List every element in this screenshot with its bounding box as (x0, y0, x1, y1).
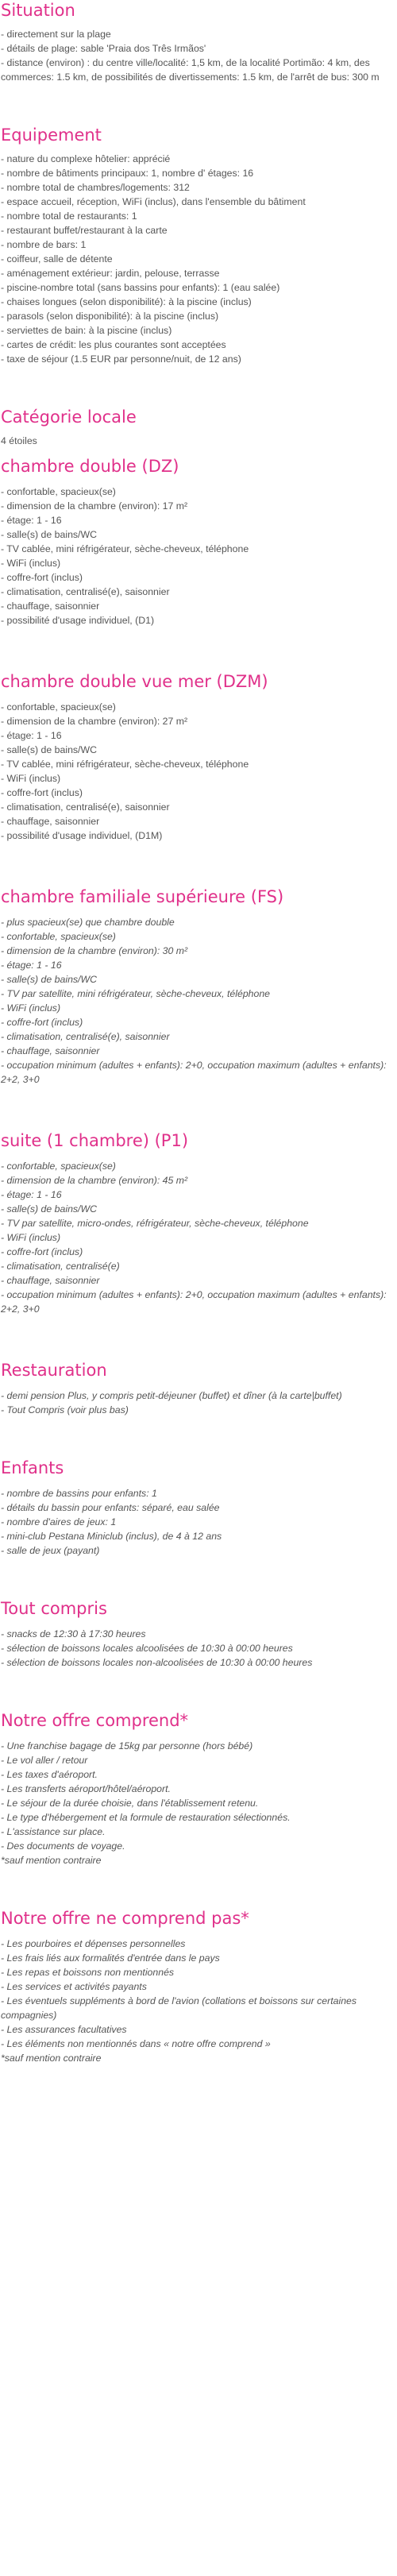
list-item: - Les éléments non mentionnés dans « notre offre comprend » (1, 2037, 395, 2051)
list-item: - taxe de séjour (1.5 EUR par personne/nuit, de 12 ans) (1, 352, 395, 366)
section-toutcompris (1, 1598, 395, 1670)
list-item: - nombre total de chambres/logements: 312 (1, 180, 395, 195)
list-item: - possibilité d'usage individuel, (D1) (1, 613, 395, 628)
list-item: - occupation minimum (adultes + enfants): 2+0, occupation maximum (adultes + enfants): 2+2, 3+0 (1, 1058, 395, 1087)
list-item: - dimension de la chambre (environ): 27 m² (1, 714, 395, 728)
list-item: - sélection de boissons locales alcoolisées de 10:30 à 00:00 heures (1, 1641, 395, 1655)
section-title: Catégorie locale (1, 407, 137, 427)
section-fs (1, 886, 395, 1087)
feature-list (1, 1159, 395, 1316)
section-equipement (1, 125, 395, 366)
section-title: chambre familiale supérieure (FS) (1, 887, 284, 906)
list-item: - nombre total de restaurants: 1 (1, 209, 395, 223)
list-item: - espace accueil, réception, WiFi (inclus), dans l'ensemble du bâtiment (1, 195, 395, 209)
list-item: - étage: 1 - 16 (1, 958, 395, 972)
feature-list (1, 1739, 395, 1853)
list-item: - nombre d'aires de jeux: 1 (1, 1515, 395, 1529)
section-title: suite (1 chambre) (P1) (1, 1131, 189, 1150)
list-item: - WiFi (inclus) (1, 1001, 395, 1015)
feature-list (1, 27, 395, 84)
feature-list (1, 700, 395, 843)
list-item: - chauffage, saisonnier (1, 814, 395, 828)
list-item: - Le type d'hébergement et la formule de restauration sélectionnés. (1, 1810, 395, 1825)
list-item: - salle(s) de bains/WC (1, 743, 395, 757)
feature-list (1, 1388, 395, 1417)
list-item: - mini-club Pestana Miniclub (inclus), de 4 à 12 ans (1, 1529, 395, 1543)
list-item: - nombre de bars: 1 (1, 238, 395, 252)
list-item: - salle(s) de bains/WC (1, 972, 395, 987)
list-item: - demi pension Plus, y compris petit-déjeuner (buffet) et dîner (à la carte|buffet) (1, 1388, 395, 1403)
list-item: - directement sur la plage (1, 27, 395, 41)
list-item: - salle(s) de bains/WC (1, 527, 395, 542)
section-title: Situation (1, 1, 75, 20)
list-item: - détails du bassin pour enfants: séparé, eau salée (1, 1500, 395, 1515)
footnote: *sauf mention contraire (1, 1855, 102, 1866)
list-item: - Une franchise bagage de 15kg par personne (hors bébé) (1, 1739, 395, 1753)
list-item: - étage: 1 - 16 (1, 728, 395, 743)
list-item: - Les taxes d'aéroport. (1, 1767, 395, 1782)
list-item: - salle de jeux (payant) (1, 1543, 395, 1558)
section-title: Tout compris (1, 1599, 107, 1618)
list-item: - confortable, spacieux(se) (1, 700, 395, 714)
list-item: - chaises longues (selon disponibilité): à la piscine (inclus) (1, 295, 395, 309)
list-item: - climatisation, centralisé(e), saisonnier (1, 585, 395, 599)
section-title: Restauration (1, 1361, 107, 1380)
list-item: - confortable, spacieux(se) (1, 1159, 395, 1173)
list-item: - parasols (selon disponibilité): à la piscine (inclus) (1, 309, 395, 323)
list-item: - confortable, spacieux(se) (1, 929, 395, 944)
list-item: - étage: 1 - 16 (1, 513, 395, 527)
feature-list (1, 1627, 395, 1670)
list-item: - cartes de crédit: les plus courantes sont acceptées (1, 338, 395, 352)
list-item: - chauffage, saisonnier (1, 1044, 395, 1058)
section-title: Notre offre ne comprend pas* (1, 1909, 249, 1928)
list-item: - nature du complexe hôtelier: apprécié (1, 152, 395, 166)
section-text: 4 étoiles (1, 435, 37, 446)
list-item: - climatisation, centralisé(e), saisonnier (1, 1029, 395, 1044)
section-title: Enfants (1, 1458, 64, 1477)
section-dzm (1, 671, 395, 843)
list-item: - Les éventuels suppléments à bord de l'avion (collations et boissons sur certaines compagnies) (1, 1994, 395, 2022)
section-situation (1, 0, 395, 84)
feature-list (1, 915, 395, 1087)
list-item: - Les assurances facultatives (1, 2022, 395, 2037)
section-title: chambre double (DZ) (1, 457, 179, 476)
list-item: - Les services et activités payants (1, 1979, 395, 1994)
list-item: - TV par satellite, mini réfrigérateur, sèche-cheveux, téléphone (1, 987, 395, 1001)
list-item: - climatisation, centralisé(e), saisonnier (1, 800, 395, 814)
list-item: - Le vol aller / retour (1, 1753, 395, 1767)
list-item: - serviettes de bain: à la piscine (inclus) (1, 323, 395, 338)
list-item: - Les repas et boissons non mentionnés (1, 1965, 395, 1979)
list-item: - occupation minimum (adultes + enfants): 2+0, occupation maximum (adultes + enfants): 2+2, 3+0 (1, 1288, 395, 1316)
list-item: - salle(s) de bains/WC (1, 1202, 395, 1216)
list-item: - Des documents de voyage. (1, 1839, 395, 1853)
section-title: Equipement (1, 126, 102, 145)
list-item: - plus spacieux(se) que chambre double (1, 915, 395, 929)
list-item: - Les pourboires et dépenses personnelles (1, 1937, 395, 1951)
list-item: - piscine-nombre total (sans bassins pour enfants): 1 (eau salée) (1, 280, 395, 295)
feature-list (1, 485, 395, 628)
feature-list (1, 1937, 395, 2051)
list-item: - chauffage, saisonnier (1, 1273, 395, 1288)
list-item: - nombre de bassins pour enfants: 1 (1, 1486, 395, 1500)
list-item: - Le séjour de la durée choisie, dans l'établissement retenu. (1, 1796, 395, 1810)
list-item: - aménagement extérieur: jardin, pelouse, terrasse (1, 266, 395, 280)
list-item: - TV cablée, mini réfrigérateur, sèche-cheveux, téléphone (1, 542, 395, 556)
section-restauration (1, 1360, 395, 1417)
list-item: - coffre-fort (inclus) (1, 786, 395, 800)
section-categorie (1, 407, 395, 448)
list-item: - coffre-fort (inclus) (1, 570, 395, 585)
list-item: - TV par satellite, micro-ondes, réfrigérateur, sèche-cheveux, téléphone (1, 1216, 395, 1230)
list-item: - dimension de la chambre (environ): 45 m² (1, 1173, 395, 1188)
list-item: - confortable, spacieux(se) (1, 485, 395, 499)
list-item: - Les frais liés aux formalités d'entrée dans le pays (1, 1951, 395, 1965)
list-item: - WiFi (inclus) (1, 771, 395, 786)
section-necomprend (1, 1908, 395, 2065)
list-item: - coffre-fort (inclus) (1, 1015, 395, 1029)
section-enfants (1, 1458, 395, 1558)
list-item: - Tout Compris (voir plus bas) (1, 1403, 395, 1417)
list-item: - WiFi (inclus) (1, 556, 395, 570)
feature-list (1, 1486, 395, 1558)
section-dz (1, 456, 395, 628)
list-item: - Les transferts aéroport/hôtel/aéroport. (1, 1782, 395, 1796)
list-item: - dimension de la chambre (environ): 17 m² (1, 499, 395, 513)
list-item: - distance (environ) : du centre ville/localité: 1,5 km, de la localité Portimão: 4 km, des commerces: 1.5 km, de possibilités de divertissements: 1.5 km, de l'arrêt de bus: 300 m (1, 56, 395, 84)
list-item: - coiffeur, salle de détente (1, 252, 395, 266)
section-p1 (1, 1130, 395, 1316)
list-item: - restaurant buffet/restaurant à la carte (1, 223, 395, 238)
feature-list (1, 152, 395, 366)
section-comprend (1, 1710, 395, 1867)
list-item: - dimension de la chambre (environ): 30 m² (1, 944, 395, 958)
section-title: Notre offre comprend* (1, 1711, 189, 1730)
list-item: - nombre de bâtiments principaux: 1, nombre d' étages: 16 (1, 166, 395, 180)
list-item: - chauffage, saisonnier (1, 599, 395, 613)
list-item: - WiFi (inclus) (1, 1230, 395, 1245)
list-item: - coffre-fort (inclus) (1, 1245, 395, 1259)
list-item: - climatisation, centralisé(e) (1, 1259, 395, 1273)
list-item: - détails de plage: sable 'Praia dos Três Irmãos' (1, 41, 395, 56)
section-title: chambre double vue mer (DZM) (1, 672, 268, 691)
list-item: - TV cablée, mini réfrigérateur, sèche-cheveux, téléphone (1, 757, 395, 771)
list-item: - possibilité d'usage individuel, (D1M) (1, 828, 395, 843)
list-item: - étage: 1 - 16 (1, 1188, 395, 1202)
list-item: - sélection de boissons locales non-alcoolisées de 10:30 à 00:00 heures (1, 1655, 395, 1670)
list-item: - L'assistance sur place. (1, 1825, 395, 1839)
footnote: *sauf mention contraire (1, 2053, 102, 2064)
list-item: - snacks de 12:30 à 17:30 heures (1, 1627, 395, 1641)
